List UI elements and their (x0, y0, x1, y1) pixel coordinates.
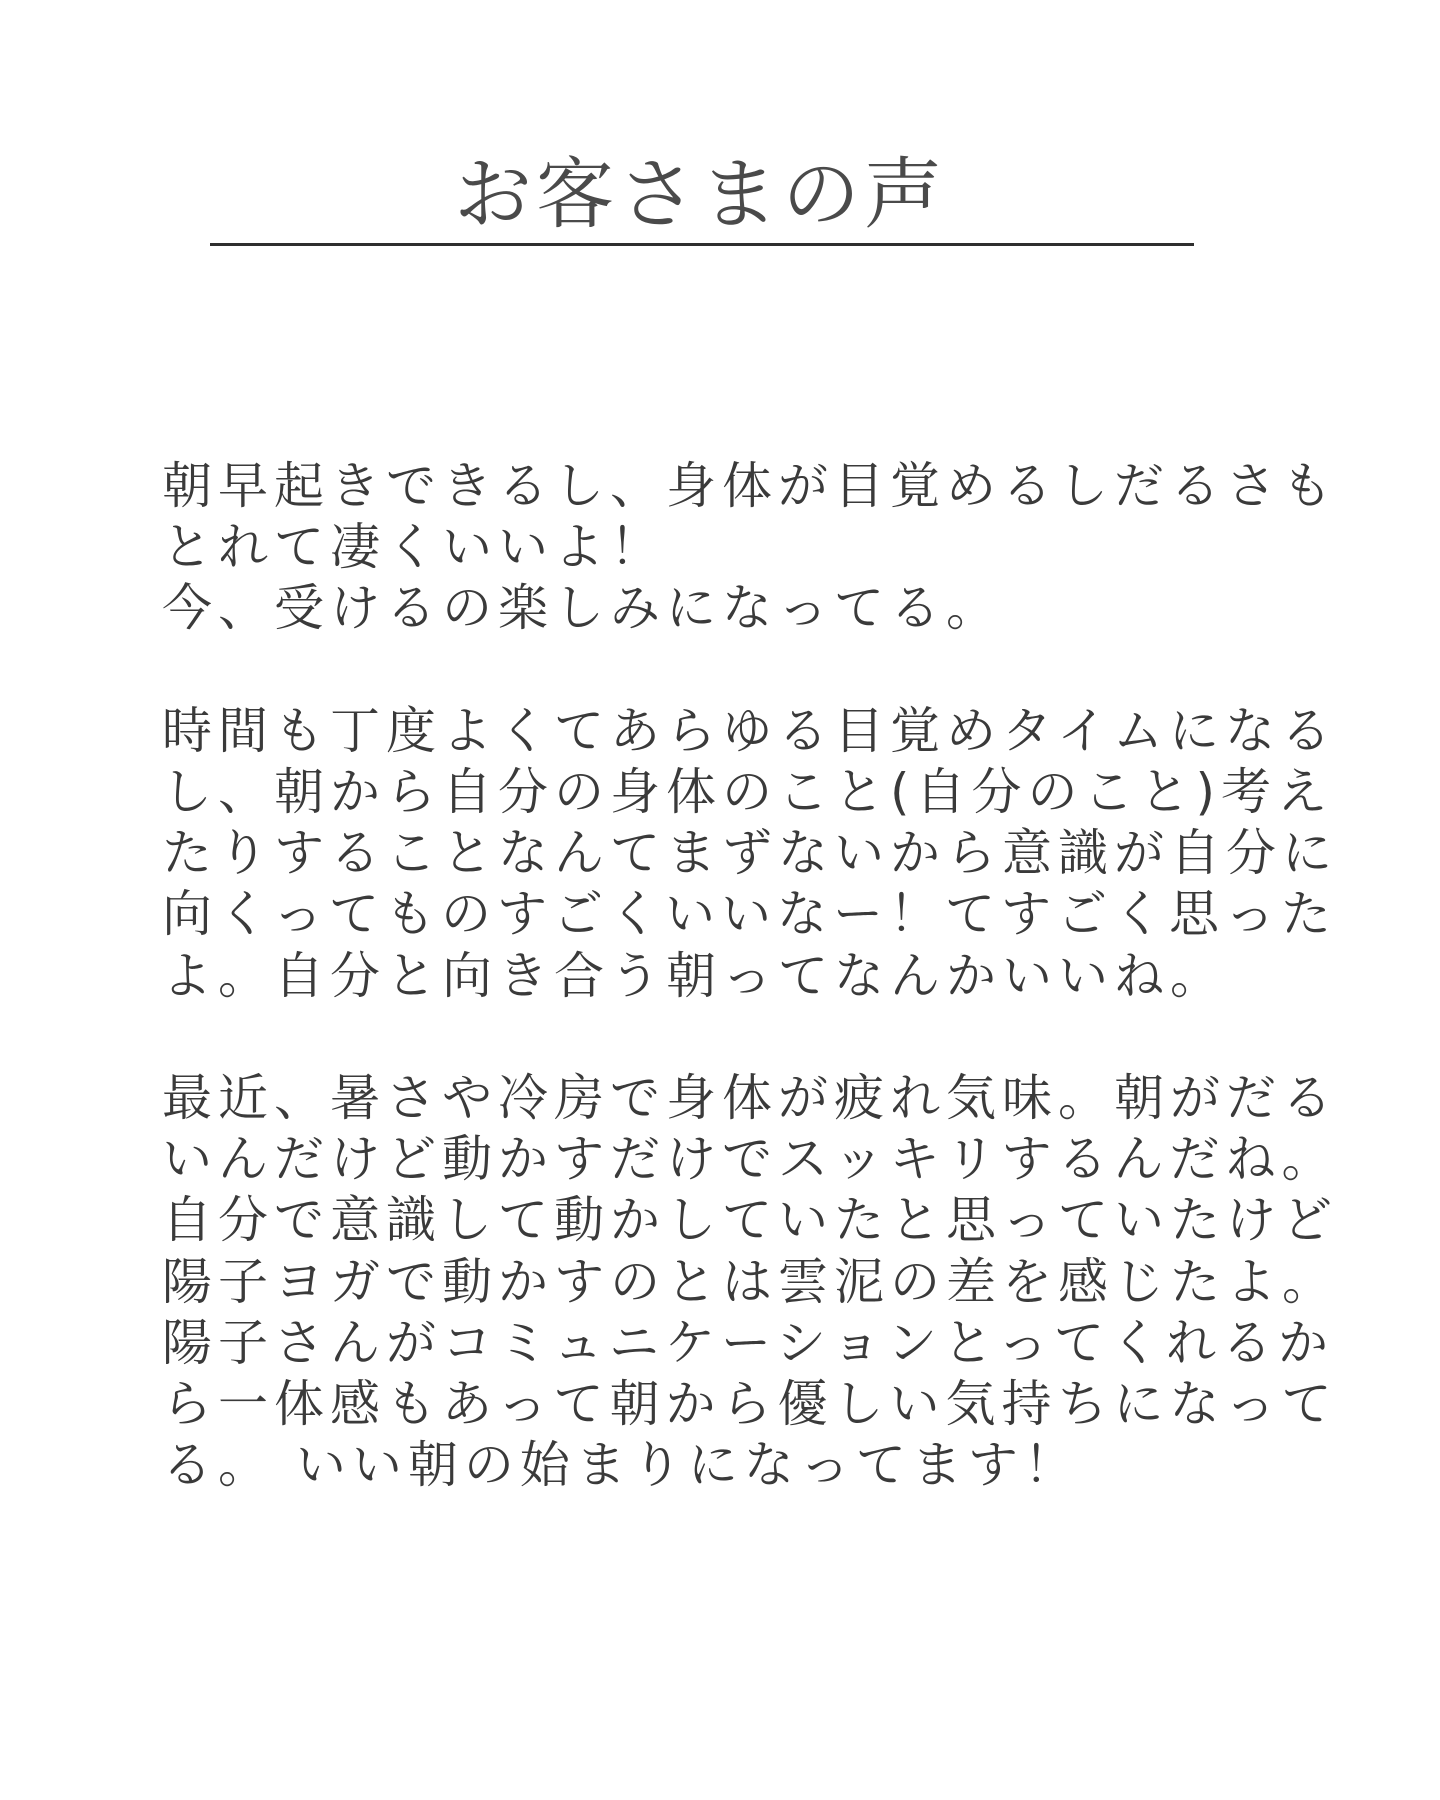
testimonial-1 (162, 456, 1338, 640)
testimonial-line: 自分で意識して動かしていたと思っていたけど (162, 1191, 1338, 1250)
testimonial-line: る。 いい朝の始まりになってます！ (162, 1436, 1080, 1495)
testimonial-line: たりすることなんてまずないから意識が自分に (162, 824, 1338, 883)
testimonial-line: 最近、暑さや冷房で身体が疲れ気味。朝がだる (162, 1069, 1338, 1127)
title-underline (210, 243, 1194, 246)
testimonial-line: いんだけど動かすだけでスッキリするんだね。 (162, 1130, 1338, 1189)
testimonial-2 (162, 701, 1338, 1007)
testimonial-line: 朝早起きできるし、身体が目覚めるしだるさも (162, 457, 1338, 515)
testimonial-line: し、朝から自分の身体のこと(自分のこと)考え (162, 763, 1334, 821)
testimonial-line: 時間も丁度よくてあらゆる目覚めタイムになる (162, 701, 1337, 760)
testimonial-line: 陽子ヨガで動かすのとは雲泥の差を感じたよ。 (162, 1252, 1338, 1311)
testimonial-line: とれて凄くいいよ！ (162, 518, 666, 577)
page-title: お客さまの声 (453, 150, 946, 240)
testimonials (162, 456, 1338, 1496)
testimonial-line: 今、受けるの楽しみになってる。 (162, 579, 1002, 638)
testimonial-3 (162, 1068, 1338, 1496)
testimonial-line: ら一体感もあって朝から優しい気持ちになって (162, 1375, 1338, 1434)
testimonial-line: よ。自分と向き合う朝ってなんかいいね。 (162, 946, 1226, 1005)
testimonial-line: 向くってものすごくいいなー！てすごく思った (162, 885, 1337, 944)
testimonial-line: 陽子さんがコミュニケーションとってくれるか (162, 1313, 1334, 1372)
